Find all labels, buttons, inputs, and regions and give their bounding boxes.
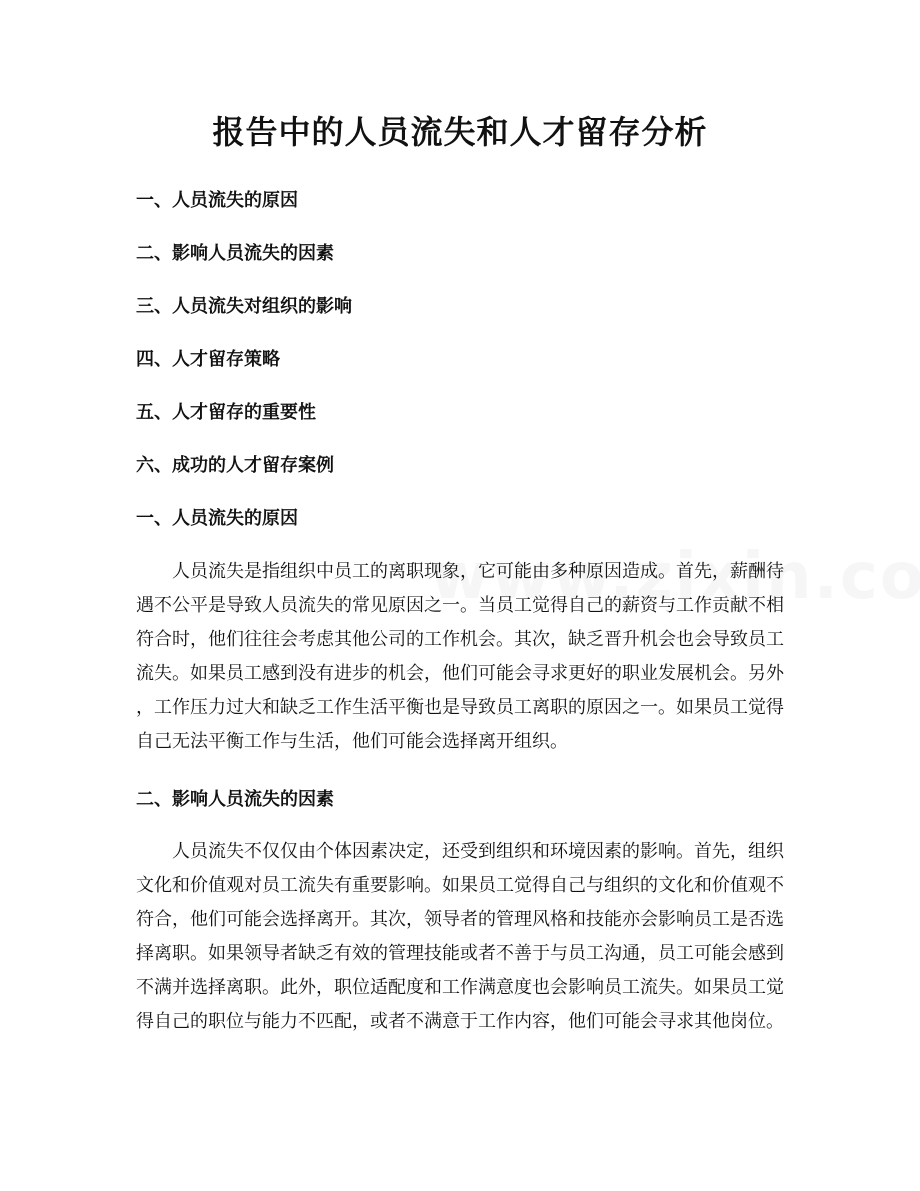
toc-item-5: 五、人才留存的重要性 xyxy=(136,402,316,423)
paragraph-line: 流失。如果员工感到没有进步的机会，他们可能会寻求更好的职业发展机会。另外 xyxy=(136,663,784,684)
toc-item-1: 一、人员流失的原因 xyxy=(136,190,298,211)
paragraph-line: 得自己的职位与能力不匹配，或者不满意于工作内容，他们可能会寻求其他岗位。 xyxy=(136,1011,784,1032)
toc-item-4: 四、人才留存策略 xyxy=(136,349,280,370)
paragraph-line: 人员流失是指组织中员工的离职现象，它可能由多种原因造成。首先，薪酬待 xyxy=(172,561,784,582)
paragraph-line: 符合时，他们往往会考虑其他公司的工作机会。其次，缺乏晋升机会也会导致员工 xyxy=(136,629,784,650)
paragraph-line: 符合，他们可能会选择离开。其次，领导者的管理风格和技能亦会影响员工是否选 xyxy=(136,909,784,930)
paragraph-line: 不满并选择离职。此外，职位适配度和工作满意度也会影响员工流失。如果员工觉 xyxy=(136,977,784,998)
section-heading-1: 一、人员流失的原因 xyxy=(136,508,298,529)
document-title: 报告中的人员流失和人才留存分析 xyxy=(212,113,708,151)
paragraph-line: 遇不公平是导致人员流失的常见原因之一。当员工觉得自己的薪资与工作贡献不相 xyxy=(136,595,784,616)
paragraph-line: 择离职。如果领导者缺乏有效的管理技能或者不善于与员工沟通，员工可能会感到 xyxy=(136,943,784,964)
section-paragraph-1 xyxy=(136,555,786,759)
section-heading-2: 二、影响人员流失的因素 xyxy=(136,789,334,810)
toc-item-3: 三、人员流失对组织的影响 xyxy=(136,296,352,317)
paragraph-line: 人员流失不仅仅由个体因素决定，还受到组织和环境因素的影响。首先，组织 xyxy=(172,841,784,862)
paragraph-line: 文化和价值观对员工流失有重要影响。如果员工觉得自己与组织的文化和价值观不 xyxy=(136,875,784,896)
section-paragraph-2 xyxy=(136,835,786,1039)
toc-item-6: 六、成功的人才留存案例 xyxy=(136,455,334,476)
paragraph-line: ，工作压力过大和缺乏工作生活平衡也是导致员工离职的原因之一。如果员工觉得 xyxy=(136,697,784,718)
paragraph-line: 自己无法平衡工作与生活，他们可能会选择离开组织。 xyxy=(136,731,568,752)
toc-item-2: 二、影响人员流失的因素 xyxy=(136,243,334,264)
